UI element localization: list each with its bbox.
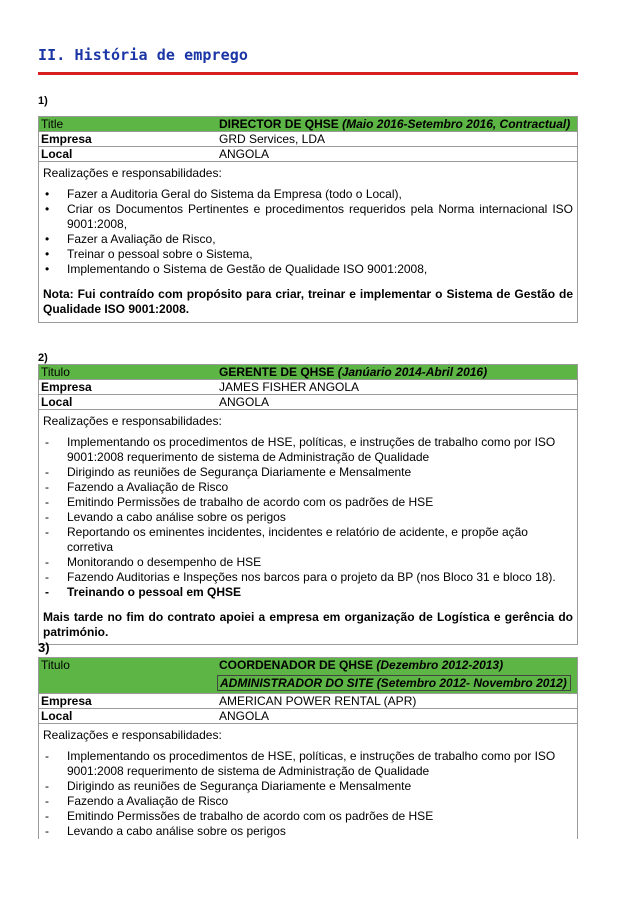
list-item: - Emitindo Permissões de trabalho de acordo com os padrões de HSE xyxy=(43,809,573,824)
job-2-note: Mais tarde no fim do contrato apoiei a empresa em organização de Logística e gerência do património. xyxy=(43,610,573,639)
job-3-location-label: Local xyxy=(41,709,73,723)
job-3-location: ANGOLA xyxy=(219,709,270,723)
job-1-location: ANGOLA xyxy=(219,147,270,161)
list-item: - Treinando o pessoal em QHSE xyxy=(43,585,573,600)
job-1-location-row xyxy=(39,147,577,162)
job-2-title-text: GERENTE DE QHSE xyxy=(219,365,335,379)
job-3-list xyxy=(43,749,573,839)
job-1-title-text: DIRECTOR DE QHSE xyxy=(219,117,339,131)
job-3-location-row xyxy=(39,709,577,724)
list-item: - Emitindo Permissões de trabalho de acordo com os padrões de HSE xyxy=(43,495,573,510)
job-3-title xyxy=(219,658,577,672)
job-2-location-row xyxy=(39,395,577,410)
job-1-responsibilities-label: Realizações e responsabilidades: xyxy=(43,166,222,180)
list-item: - Levando a cabo análise sobre os perigos xyxy=(43,510,573,525)
job-2-block xyxy=(38,364,578,645)
job-2-list xyxy=(43,435,573,600)
list-item: • Criar os Documentos Pertinentes e procedimentos requeridos pela Norma internacional ISO 9001:2008, xyxy=(43,202,573,232)
job-2-responsibilities-label: Realizações e responsabilidades: xyxy=(43,414,222,428)
job-1-title-period: (Maio 2016-Setembro 2016, Contractual) xyxy=(342,117,571,131)
section-heading: II. História de emprego xyxy=(38,46,249,64)
list-item: - Reportando os eminentes incidentes, incidentes e relatório de acidente, e propõe ação corretiva xyxy=(43,525,573,555)
job-3-title-text: COORDENADOR DE QHSE xyxy=(219,658,374,672)
list-item: - Fazendo a Avaliação de Risco xyxy=(43,480,573,495)
list-item: - Monitorando o desempenho de HSE xyxy=(43,555,573,570)
job-2-company-label: Empresa xyxy=(41,380,92,394)
job-3-title2-text: ADMINISTRADOR DO SITE xyxy=(220,675,374,690)
list-item: - Fazendo Auditorias e Inspeções nos barcos para o projeto da BP (nos Bloco 31 e bloco 18). xyxy=(43,570,573,585)
list-item: - Levando a cabo análise sobre os perigos xyxy=(43,824,573,839)
job-1-content xyxy=(39,162,577,322)
job-2-title-row xyxy=(39,365,577,380)
job-3-number: 3) xyxy=(38,640,50,655)
list-item: • Fazer a Auditoria Geral do Sistema da Empresa (todo o Local), xyxy=(43,187,573,202)
job-1-list xyxy=(43,187,573,277)
job-2-location: ANGOLA xyxy=(219,395,270,409)
list-item: - Fazendo a Avaliação de Risco xyxy=(43,794,573,809)
job-1-title-row xyxy=(39,117,577,132)
job-3-title-row xyxy=(39,658,577,672)
job-2-location-label: Local xyxy=(41,395,73,409)
job-2-company-row xyxy=(39,380,577,395)
job-2-number: 2) xyxy=(38,352,48,364)
job-2-content xyxy=(39,410,577,644)
job-3-company-label: Empresa xyxy=(41,694,92,708)
job-1-block xyxy=(38,116,578,323)
job-1-company-label: Empresa xyxy=(41,132,92,146)
job-1-title xyxy=(219,117,577,131)
job-2-company: JAMES FISHER ANGOLA xyxy=(219,380,360,394)
job-1-title-label: Title xyxy=(41,117,64,131)
job-3-title2-period: (Setembro 2012- Novembro 2012) xyxy=(376,675,567,690)
list-item: - Implementando os procedimentos de HSE, políticas, e instruções de trabalho como por ISO 9001:2008 requerimento de sistema de Administração de Qualidade xyxy=(43,749,573,779)
job-3-company: AMERICAN POWER RENTAL (APR) xyxy=(219,694,417,708)
job-1-location-label: Local xyxy=(41,147,73,161)
job-3-title-label: Titulo xyxy=(41,658,70,672)
job-2-title-label: Titulo xyxy=(41,365,70,379)
list-item: • Implementando o Sistema de Gestão de Qualidade ISO 9001:2008, xyxy=(43,262,573,277)
list-item: - Implementando os procedimentos de HSE, políticas, e instruções de trabalho como por ISO 9001:2008 requerimento de sistema de Administração de Qualidade xyxy=(43,435,573,465)
job-1-company-row xyxy=(39,132,577,147)
job-2-title xyxy=(219,365,577,379)
list-item: • Fazer a Avaliação de Risco, xyxy=(43,232,573,247)
list-item: - Dirigindo as reuniões de Segurança Diariamente e Mensalmente xyxy=(43,465,573,480)
job-3-responsibilities-label: Realizações e responsabilidades: xyxy=(43,728,222,742)
list-item: - Dirigindo as reuniões de Segurança Diariamente e Mensalmente xyxy=(43,779,573,794)
job-1-company: GRD Services, LDA xyxy=(219,132,326,146)
job-3-title2-row xyxy=(39,672,577,694)
heading-underline xyxy=(38,72,578,75)
list-item: • Treinar o pessoal sobre o Sistema, xyxy=(43,247,573,262)
job-3-content xyxy=(39,724,577,839)
job-2-title-period: (Janúario 2014-Abril 2016) xyxy=(337,365,488,379)
job-3-company-row xyxy=(39,694,577,709)
job-3-title2 xyxy=(217,675,571,691)
job-1-number: 1) xyxy=(38,95,48,107)
job-3-title-period: (Dezembro 2012-2013) xyxy=(376,658,504,672)
job-3-block xyxy=(38,657,578,839)
job-1-note: Nota: Fui contraído com propósito para criar, treinar e implementar o Sistema de Gestão de Qualidade ISO 9001:2008. xyxy=(43,287,573,316)
